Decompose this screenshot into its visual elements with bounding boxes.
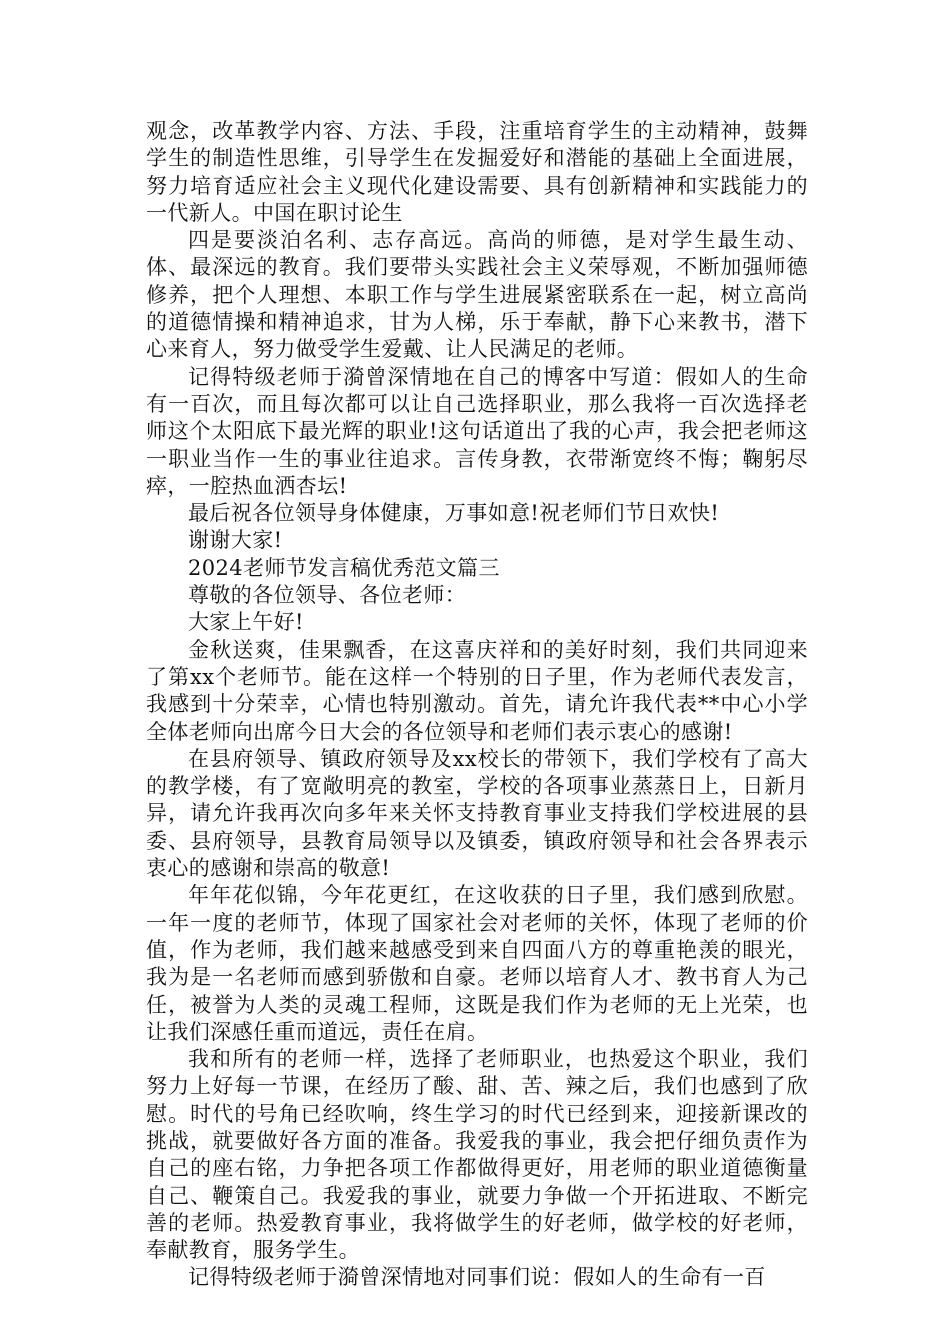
paragraph-1: 观念，改革教学内容、方法、手段，注重培育学生的主动精神，鼓舞学生的制造性思维，引导学生在发掘爱好和潜能的基础上全面进展，努力培育适应社会主义现代化建设需要、具有创新精神和实践能力的一代新人。中国在职讨论生: [146, 119, 808, 225]
paragraph-7: 尊敬的各位领导、各位老师：: [188, 583, 467, 608]
paragraph-11: 年年花似锦，今年花更红，在这收获的日子里，我们感到欣慰。一年一度的老师节，体现了国家社会对老师的关怀，体现了老师的价值，作为老师，我们越来越感受到来自四面八方的尊重艳羡的眼光，我为是一名老师而感到骄傲和自豪。老师以培育人才、教书育人为己任，被誉为人类的灵魂工程师，这既是我们作为老师的无上光荣，也让我们深感任重而道远，责任在肩。: [146, 883, 808, 1044]
paragraph-8: 大家上午好!: [188, 610, 304, 635]
paragraph-9: 金秋送爽，佳果飘香，在这喜庆祥和的美好时刻，我们共同迎来了第xx个老师节。能在这样一个特别的日子里，作为老师代表发言，我感到十分荣幸，心情也特别激动。首先，请允许我代表**中心小学全体老师向出席今日大会的各位领导和老师们表示衷心的感谢!: [146, 637, 808, 744]
paragraph-10: 在县府领导、镇政府领导及xx校长的带领下，我们学校有了高大的教学楼，有了宽敞明亮的教室，学校的各项事业蒸蒸日上，日新月异，请允许我再次向多年来关怀支持教育事业支持我们学校进展的县委、县府领导，县教育局领导以及镇委，镇政府领导和社会各界表示衷心的感谢和崇高的敬意!: [146, 746, 808, 881]
paragraph-4: 最后祝各位领导身体健康，万事如意!祝老师们节日欢快!: [188, 501, 720, 526]
paragraph-13: 记得特级老师于漪曾深情地对同事们说：假如人的生命有一百: [188, 1265, 766, 1290]
paragraph-12: 我和所有的老师一样，选择了老师职业，也热爱这个职业，我们努力上好每一节课，在经历了酸、甜、苦、辣之后，我们也感到了欣慰。时代的号角已经吹响，终生学习的时代已经到来，迎接新课改的挑战，就要做好各方面的准备。我爱我的事业，我会把仔细负责作为自己的座右铭，力争把各项工作都做得更好，用老师的职业道德衡量自己、鞭策自己。我爱我的事业，就要力争做一个开拓进取、不断完善的老师。热爱教育事业，我将做学生的好老师，做学校的好老师，奉献教育，服务学生。: [146, 1047, 808, 1263]
paragraph-2: 四是要淡泊名利、志存高远。高尚的师德，是对学生最生动、体、最深远的教育。我们要带头实践社会主义荣辱观，不断加强师德修养，把个人理想、本职工作与学生进展紧密联系在一起，树立高尚的道德情操和精神追求，甘为人梯，乐于奉献，静下心来教书，潜下心来育人，努力做受学生爱戴、让人民满足的老师。: [146, 228, 808, 362]
document-body: [146, 118, 808, 1292]
paragraph-3: 记得特级老师于漪曾深情地在自己的博客中写道：假如人的生命有一百次，而且每次都可以让自己选择职业，那么我将一百次选择老师这个太阳底下最光辉的职业!这句话道出了我的心声，我会把老师这一职业当作一生的事业往追求。言传身教，衣带渐宽终不悔；鞠躬尽瘁，一腔热血洒杏坛!: [146, 364, 808, 498]
paragraph-6: 2024老师节发言稿优秀范文篇三: [188, 555, 500, 580]
paragraph-5: 谢谢大家!: [188, 528, 283, 553]
